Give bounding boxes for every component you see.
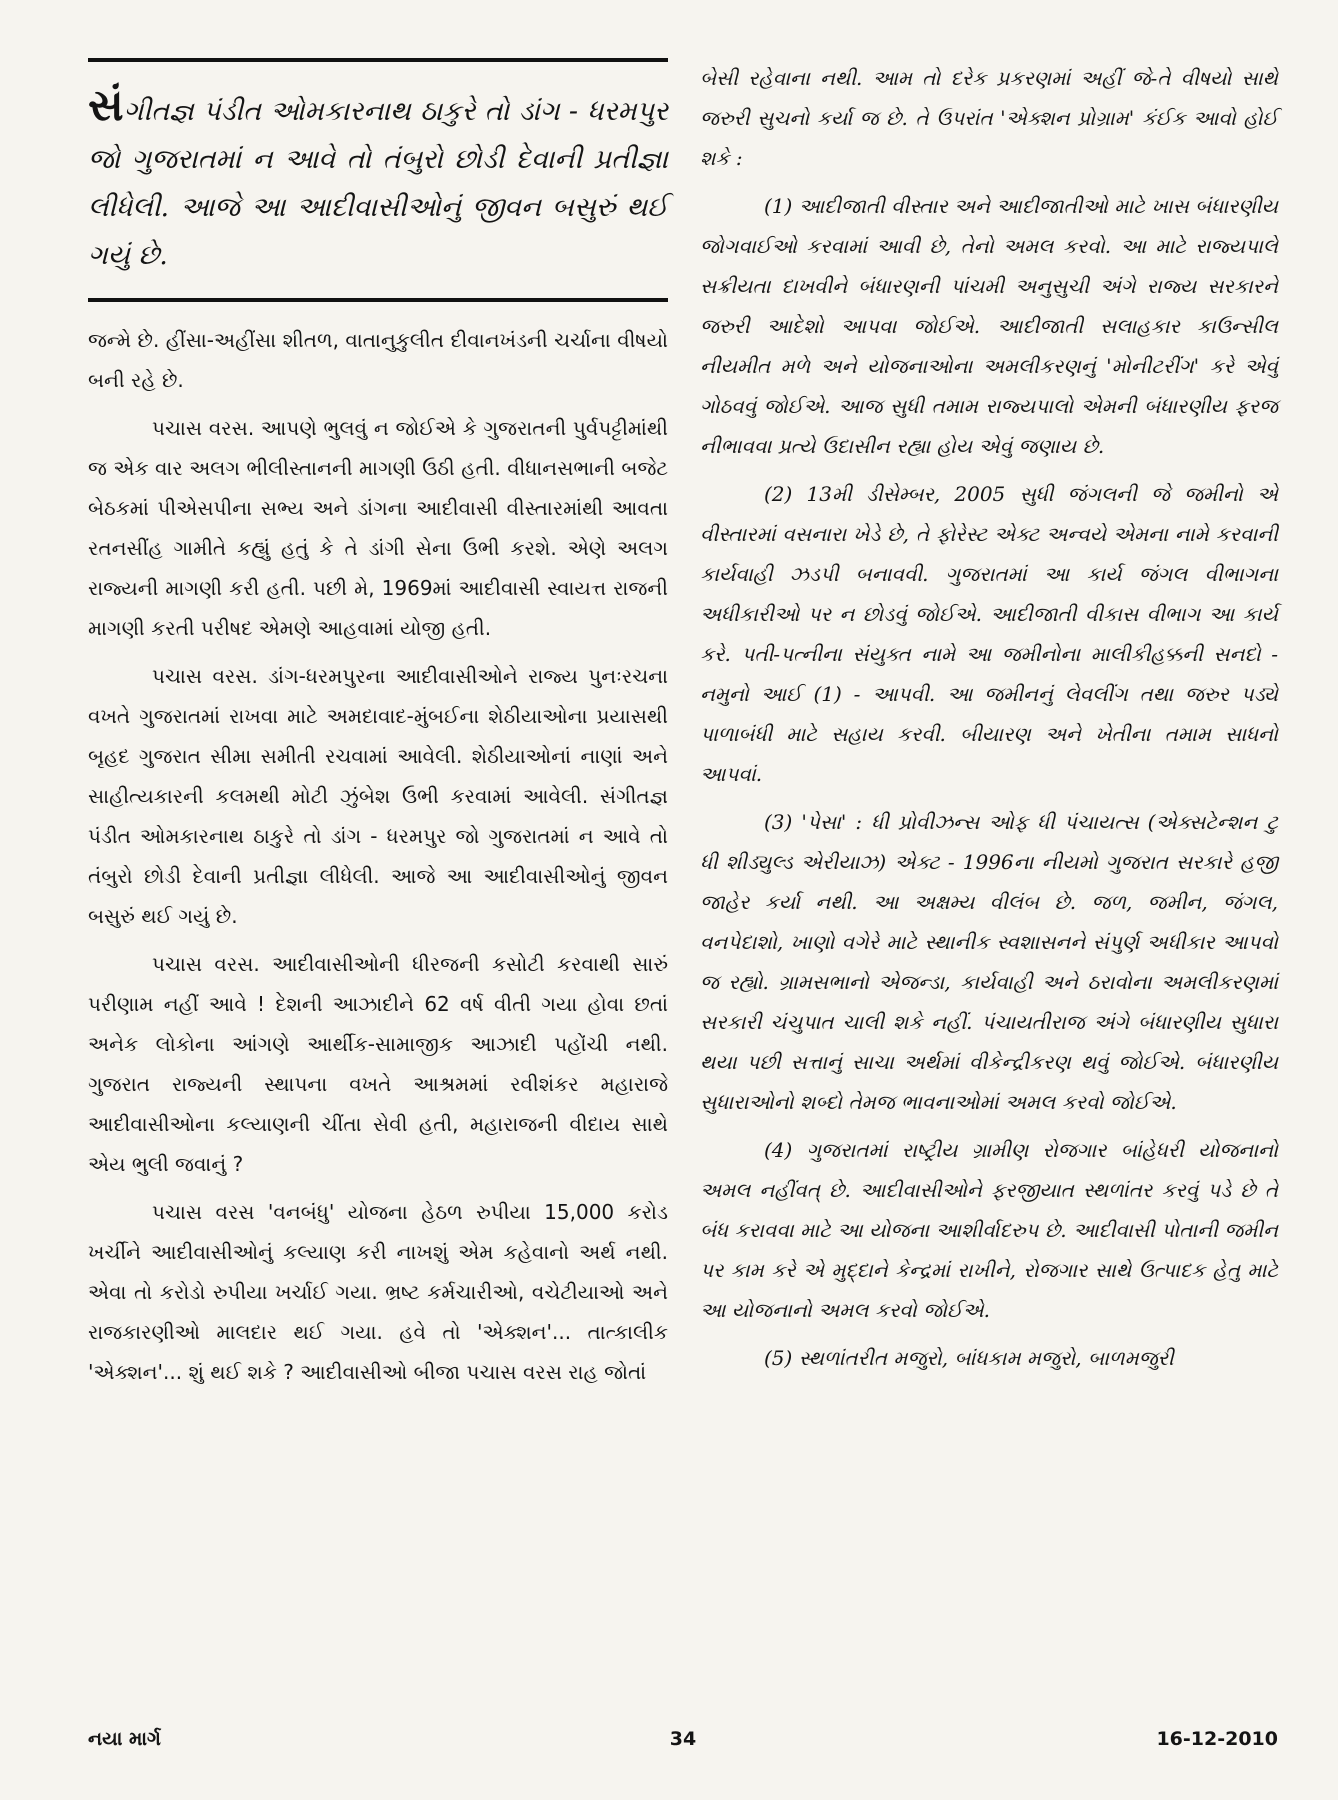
footer-date: 16-12-2010 [1156,1728,1278,1750]
action-item-5: (5) સ્થળાંતરીત મજુરો, બાંધકામ મજુરો, બાળમજુરી [764,1346,1174,1370]
right-column [700,58,1278,1386]
left-column [88,58,668,1400]
action-item-4: (4) ગુજરાતમાં રાષ્ટ્રીય ગ્રામીણ રોજગાર બાંહેધરી યોજનાનો અમલ નહીંવત્ છે. આદીવાસીઓને ફરજીયાત સ્થળાંતર કરવું પડે છે તે બંધ કરાવવા માટે આ યોજના આશીર્વાદરુપ છે. આદીવાસી પોતાની જમીન પર કામ કરે એ મુદ્દાને કેન્દ્રમાં રાખીને, રોજગાર સાથે ઉત્પાદક હેતુ માટે આ યોજનાનો અમલ કરવો જોઈએ. [700,1138,1278,1322]
left-paragraph-1: જન્મે છે. હીંસા-અહીંસા શીતળ, વાતાનુકુલીત દીવાનખંડની ચર્ચાના વીષયો બની રહે છે. [88,328,668,392]
action-item-3: (3) 'પેસા' : ધી પ્રોવીઝન્સ ઓફ ધી પંચાયત્સ (એક્સટેન્શન ટુ ધી શીડ્યુલ્ડ એરીયાઝ) એક્ટ - 1996ના નીયમો ગુજરાત સરકારે હજી જાહેર કર્યા નથી. આ અક્ષમ્ય વીલંબ છે. જળ, જમીન, જંગલ, વનપેદાશો, ખાણો વગેરે માટે સ્થાનીક સ્વશાસનને સંપુર્ણ અધીકાર આપવો જ રહ્યો. ગ્રામસભાનો એજન્ડા, કાર્યવાહી અને ઠરાવોના અમલીકરણમાં સરકારી ચંચુપાત ચાલી શકે નહીં. પંચાયતીરાજ અંગે બંધારણીય સુધારા થયા પછી સત્તાનું સાચા અર્થમાં વીકેન્દ્રીકરણ થવું જોઈએ. બંધારણીય સુધારાઓનો શબ્દો તેમજ ભાવનાઓમાં અમલ કરવો જોઈએ. [700,810,1278,1114]
pull-quote-dropcap: સં [88,80,124,131]
footer-page-number: 34 [669,1728,697,1750]
page-footer [88,1728,1278,1760]
pull-quote [88,82,668,280]
left-paragraph-5: પચાસ વરસ 'વનબંધુ' યોજના હેઠળ રુપીયા 15,000 કરોડ ખર્ચીને આદીવાસીઓનું કલ્યાણ કરી નાખશું એમ કહેવાનો અર્થ નથી. એવા તો કરોડો રુપીયા ખર્ચાઈ ગયા. ભ્રષ્ટ કર્મચારીઓ, વચેટીયાઓ અને રાજકારણીઓ માલદાર થઈ ગયા. હવે તો 'એક્શન'... તાત્કાલીક 'એક્શન'... શું થઈ શકે ? આદીવાસીઓ બીજા પચાસ વરસ રાહ જોતાં [88,1200,668,1384]
action-item-1: (1) આદીજાતી વીસ્તાર અને આદીજાતીઓ માટે ખાસ બંધારણીય જોગવાઈઓ કરવામાં આવી છે, તેનો અમલ કરવો. આ માટે રાજ્યપાલે સક્રીયતા દાખવીને બંધારણની પાંચમી અનુસુચી અંગે રાજ્ય સરકારને જરુરી આદેશો આપવા જોઈએ. આદીજાતી સલાહકાર કાઉન્સીલ નીયમીત મળે અને યોજનાઓના અમલીકરણનું 'મોનીટરીંગ' કરે એવું ગોઠવવું જોઈએ. આજ સુધી તમામ રાજ્યપાલો એમની બંધારણીય ફરજ નીભાવવા પ્રત્યે ઉદાસીન રહ્યા હોય એવું જણાય છે. [700,194,1278,458]
left-paragraph-4: પચાસ વરસ. આદીવાસીઓની ધીરજની કસોટી કરવાથી સારું પરીણામ નહીં આવે ! દેશની આઝાદીને 62 વર્ષ વીતી ગયા હોવા છતાં અનેક લોકોના આંગણે આર્થીક-સામાજીક આઝાદી પહોંચી નથી. ગુજરાત રાજ્યની સ્થાપના વખતે આશ્રમમાં રવીશંકર મહારાજે આદીવાસીઓના કલ્યાણની ચીંતા સેવી હતી, મહારાજની વીદાય સાથે એય ભુલી જવાનું ? [88,952,668,1176]
pull-quote-top-rule [88,58,668,62]
pull-quote-bottom-rule [88,298,668,302]
action-item-2: (2) 13મી ડીસેમ્બર, 2005 સુધી જંગલની જે જમીનો એ વીસ્તારમાં વસનારા ખેડે છે, તે ફોરેસ્ટ એક્ટ અન્વયે એમના નામે કરવાની કાર્યવાહી ઝડપી બનાવવી. ગુજરાતમાં આ કાર્ય જંગલ વીભાગના અધીકારીઓ પર ન છોડવું જોઈએ. આદીજાતી વીકાસ વીભાગ આ કાર્ય કરે. પતી-પત્નીના સંયુક્ત નામે આ જમીનોના માલીકીહક્કની સનદો - નમુનો આઈ (1) - આપવી. આ જમીનનું લેવલીંગ તથા જરુર પડ્યે પાળાબંધી માટે સહાય કરવી. બીયારણ અને ખેતીના તમામ સાધનો આપવાં. [700,482,1278,786]
footer-publication: નયા માર્ગ [88,1728,161,1750]
left-paragraph-2: પચાસ વરસ. આપણે ભુલવું ન જોઈએ કે ગુજરાતની પુર્વપટ્ટીમાંથી જ એક વાર અલગ ભીલીસ્તાનની માગણી ઉઠી હતી. વીધાનસભાની બજેટ બેઠકમાં પીએસપીના સભ્ય અને ડાંગના આદીવાસી વીસ્તારમાંથી આવતા રતનસીંહ ગામીતે કહ્યું હતું કે તે ડાંગી સેના ઉભી કરશે. એણે અલગ રાજ્યની માગણી કરી હતી. પછી મે, 1969માં આદીવાસી સ્વાયત્ત રાજની માગણી કરતી પરીષદ એમણે આહવામાં યોજી હતી. [88,416,668,640]
left-paragraph-3: પચાસ વરસ. ડાંગ-ધરમપુરના આદીવાસીઓને રાજ્ય પુનઃરચના વખતે ગુજરાતમાં રાખવા માટે અમદાવાદ-મુંબઈના શેઠીયાઓના પ્રયાસથી બૃહદ ગુજરાત સીમા સમીતી રચવામાં આવેલી. શેઠીયાઓનાં નાણાં અને સાહીત્યકારની કલમથી મોટી ઝુંબેશ ઉભી કરવામાં આવેલી. સંગીતજ્ઞ પંડીત ઓમકારનાથ ઠાકુરે તો ડાંગ - ધરમપુર જો ગુજરાતમાં ન આવે તો તંબુરો છોડી દેવાની પ્રતીજ્ઞા લીધેલી. આજે આ આદીવાસીઓનું જીવન બસુરું થઈ ગયું છે. [88,664,668,928]
right-intro: બેસી રહેવાના નથી. આમ તો દરેક પ્રકરણમાં અહીં જે-તે વીષયો સાથે જરુરી સુચનો કર્યા જ છે. તે ઉપરાંત 'એક્શન પ્રોગ્રામ' કંઈક આવો હોઈ શકે : [700,66,1278,170]
pull-quote-text: ગીતજ્ઞ પંડીત ઓમકારનાથ ઠાકુરે તો ડાંગ - ધરમપુર જો ગુજરાતમાં ન આવે તો તંબુરો છોડી દેવાની પ્રતીજ્ઞા લીધેલી. આજે આ આદીવાસીઓનું જીવન બસુરું થઈ ગયું છે. [88,96,668,271]
